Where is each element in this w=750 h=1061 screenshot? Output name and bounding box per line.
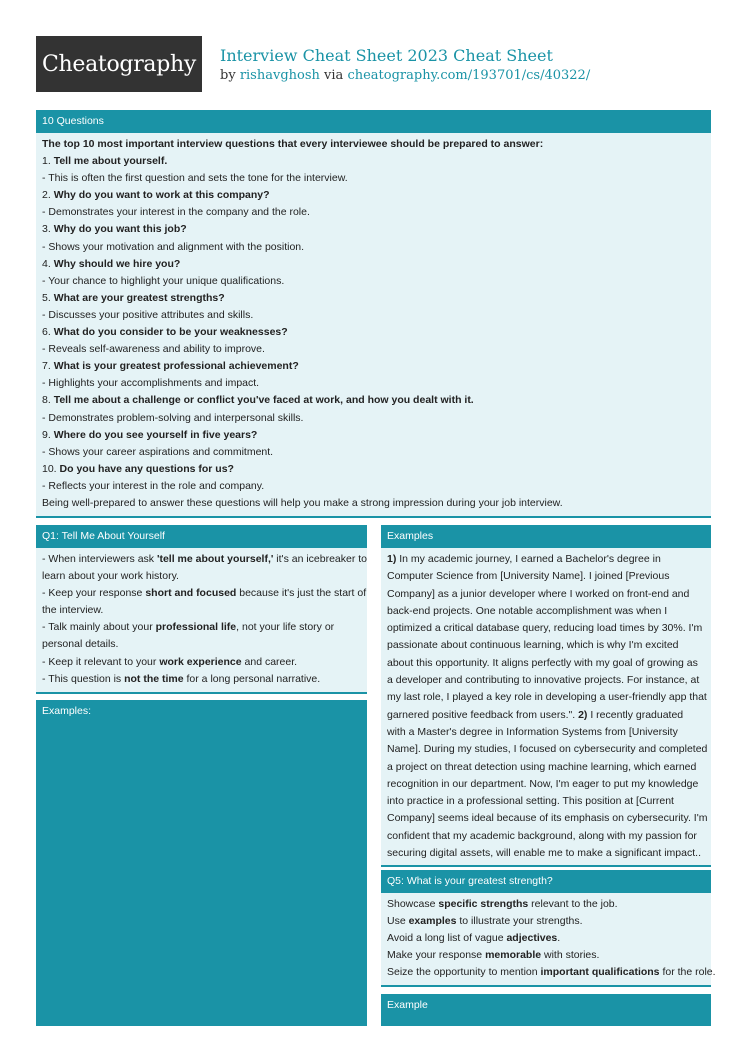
body-text: garnered positive feedback from users.". bbox=[387, 708, 579, 721]
title-block bbox=[220, 46, 590, 85]
text-line bbox=[42, 671, 361, 688]
question-text: Why do you want this job? bbox=[53, 223, 187, 236]
text-line bbox=[387, 724, 705, 741]
question-number: 8. bbox=[42, 394, 51, 407]
text-line bbox=[387, 776, 705, 793]
text-line bbox=[42, 636, 361, 653]
text-line bbox=[387, 586, 705, 603]
question-description: - Shows your career aspirations and commitment. bbox=[42, 445, 274, 458]
text-line bbox=[387, 896, 705, 913]
body-text: securing digital assets, will enable me to make a significant impact.. bbox=[387, 847, 701, 860]
text-line bbox=[387, 655, 705, 672]
section-header: Q1: Tell Me About Yourself bbox=[36, 525, 367, 548]
emphasis-text: professional life bbox=[155, 621, 237, 634]
text-line bbox=[387, 637, 705, 654]
body-text: I recently graduated bbox=[587, 708, 684, 721]
author-link[interactable]: rishavghosh bbox=[239, 68, 320, 83]
body-text: . bbox=[557, 932, 561, 945]
text-line bbox=[387, 828, 705, 845]
body-text: - Keep it relevant to your bbox=[42, 655, 160, 668]
body-text: for the role. bbox=[659, 966, 716, 979]
emphasis-text: 1) bbox=[387, 553, 397, 565]
body-text: the interview. bbox=[42, 604, 104, 617]
body-text: relevant to the job. bbox=[528, 898, 618, 910]
body-text: it's an icebreaker to bbox=[273, 553, 368, 565]
emphasis-text: important qualifications bbox=[540, 966, 660, 979]
question-item bbox=[42, 461, 705, 478]
page-title: Interview Cheat Sheet 2023 Cheat Sheet bbox=[220, 46, 553, 65]
text-line bbox=[387, 759, 705, 776]
question-number: 3. bbox=[42, 223, 51, 236]
question-text: What are your greatest strengths? bbox=[53, 291, 225, 304]
question-item bbox=[42, 358, 705, 375]
byline-via: via bbox=[324, 68, 344, 83]
body-text: Name]. During my studies, I focused on cybersecurity and completed bbox=[387, 743, 708, 756]
text-line bbox=[387, 568, 705, 585]
body-text: learn about your work history. bbox=[42, 570, 179, 583]
text-line bbox=[387, 793, 705, 810]
body-text: passionate about continuous learning, which is why I'm excited bbox=[387, 639, 679, 652]
text-line bbox=[42, 585, 367, 602]
body-text: because it's just the start of bbox=[236, 587, 367, 600]
body-text: Company] seems ideal because of its emphasis on cybersecurity. I'm bbox=[387, 812, 708, 825]
question-description: - Demonstrates your interest in the company and the role. bbox=[42, 206, 310, 219]
text-line bbox=[387, 913, 705, 930]
question-description: - Your chance to highlight your unique qualifications. bbox=[42, 274, 285, 287]
question-description: - Demonstrates problem-solving and interpersonal skills. bbox=[42, 411, 304, 424]
section-q1-tell-me-about-yourself bbox=[36, 525, 367, 694]
byline-by: by bbox=[220, 68, 236, 83]
section-header: Examples: bbox=[42, 705, 92, 717]
question-text: Tell me about yourself. bbox=[53, 155, 168, 168]
section-10-questions bbox=[36, 110, 711, 518]
body-text: confident that my academic background, along with my passion for bbox=[387, 829, 697, 842]
text-line bbox=[387, 845, 705, 862]
section-example bbox=[381, 994, 711, 1026]
byline bbox=[220, 66, 590, 85]
text-line bbox=[42, 602, 361, 619]
question-text: Tell me about a challenge or conflict you've faced at work, and how you dealt with it. bbox=[53, 394, 474, 407]
body-text: Computer Science from [University Name]. I joined [Previous bbox=[387, 570, 670, 583]
text-line bbox=[387, 672, 705, 689]
body-text: with a Master's degree in Information Systems from [University bbox=[387, 725, 678, 738]
text-line bbox=[42, 551, 368, 568]
text-line bbox=[387, 620, 705, 637]
emphasis-text: short and focused bbox=[145, 587, 237, 600]
body-text: In my academic journey, I earned a Bachelor's degree in bbox=[396, 553, 661, 565]
question-item bbox=[42, 392, 705, 409]
body-text: Seize the opportunity to mention bbox=[387, 966, 541, 979]
text-line bbox=[387, 551, 705, 568]
text-line bbox=[42, 568, 361, 585]
body-text: for a long personal narrative. bbox=[183, 672, 321, 685]
question-item bbox=[42, 324, 705, 341]
question-description: - Shows your motivation and alignment with the position. bbox=[42, 240, 305, 253]
section-examples bbox=[381, 525, 711, 867]
question-description: - Highlights your accomplishments and impact. bbox=[42, 377, 260, 390]
body-text: - When interviewers ask bbox=[42, 553, 157, 565]
question-item bbox=[42, 187, 705, 204]
question-number: 2. bbox=[42, 189, 51, 202]
question-description: - Discusses your positive attributes and skills. bbox=[42, 308, 254, 321]
section-header: Q5: What is your greatest strength? bbox=[381, 870, 711, 893]
question-text: Do you have any questions for us? bbox=[59, 462, 234, 475]
question-item bbox=[42, 256, 705, 273]
text-line bbox=[387, 603, 705, 620]
question-number: 4. bbox=[42, 257, 51, 270]
text-line bbox=[387, 741, 708, 758]
text-line bbox=[387, 689, 705, 706]
body-text: - This question is bbox=[42, 672, 125, 685]
question-item bbox=[42, 153, 705, 170]
body-text: Avoid a long list of vague bbox=[387, 932, 507, 945]
emphasis-text: adjectives bbox=[506, 932, 558, 945]
emphasis-text: 'tell me about yourself,' bbox=[156, 553, 274, 565]
text-line bbox=[387, 947, 705, 964]
question-number: 6. bbox=[42, 326, 51, 339]
sheet-url-link[interactable]: cheatography.com/193701/cs/40322/ bbox=[347, 68, 591, 83]
body-text: my last role, I played a key role in developing a user-friendly app that bbox=[387, 691, 707, 704]
question-item bbox=[42, 290, 705, 307]
section-body bbox=[36, 548, 367, 694]
question-description: - This is often the first question and sets the tone for the interview. bbox=[42, 172, 348, 185]
text-line bbox=[387, 964, 716, 981]
body-text: - Keep your response bbox=[42, 587, 146, 600]
section-header: 10 Questions bbox=[36, 110, 711, 133]
emphasis-text: examples bbox=[408, 915, 457, 928]
emphasis-text: specific strengths bbox=[438, 898, 529, 910]
question-number: 10. bbox=[42, 462, 57, 475]
question-description: - Reflects your interest in the role and company. bbox=[42, 479, 265, 492]
questions-outro: Being well-prepared to answer these questions will help you make a strong impression during your job interview. bbox=[42, 496, 563, 509]
question-text: What do you consider to be your weaknesses? bbox=[53, 326, 288, 339]
questions-intro: The top 10 most important interview questions that every interviewee should be prepared to answer: bbox=[42, 138, 544, 150]
question-text: Why do you want to work at this company? bbox=[53, 189, 270, 202]
section-body bbox=[36, 133, 711, 518]
question-item bbox=[42, 221, 705, 238]
body-text: and career. bbox=[241, 655, 298, 668]
body-text: back-end projects. One notable accomplishment was when I bbox=[387, 604, 668, 617]
body-text: recognition in our department. Now, I'm eager to put my knowledge bbox=[387, 777, 699, 790]
section-examples-colon bbox=[36, 700, 367, 1026]
body-text: optimized a critical database query, reducing load times by 30%. I'm bbox=[387, 622, 703, 635]
body-text: Use bbox=[387, 915, 409, 928]
question-description: - Reveals self-awareness and ability to improve. bbox=[42, 343, 265, 356]
text-line bbox=[387, 930, 705, 947]
emphasis-text: not the time bbox=[124, 672, 184, 685]
body-text: - Talk mainly about your bbox=[42, 621, 156, 634]
section-header: Example bbox=[387, 999, 428, 1011]
text-line bbox=[42, 619, 361, 636]
body-text: a project on threat detection using machine learning, which earned bbox=[387, 760, 697, 773]
question-text: Where do you see yourself in five years? bbox=[53, 428, 258, 441]
section-q5-greatest-strength bbox=[381, 870, 716, 987]
body-text: Make your response bbox=[387, 949, 486, 962]
body-text: with stories. bbox=[541, 949, 600, 962]
text-line bbox=[387, 707, 705, 724]
text-line bbox=[387, 810, 708, 827]
body-text: Showcase bbox=[387, 898, 439, 910]
text-line bbox=[42, 654, 361, 671]
question-text: What is your greatest professional achievement? bbox=[53, 360, 299, 373]
section-body bbox=[381, 548, 711, 867]
question-number: 9. bbox=[42, 428, 51, 441]
body-text: into practice in a professional setting. This position at [Current bbox=[387, 795, 674, 808]
question-list bbox=[42, 153, 705, 495]
body-text: to illustrate your strengths. bbox=[456, 915, 583, 928]
question-number: 1. bbox=[42, 155, 51, 168]
emphasis-text: memorable bbox=[485, 949, 542, 962]
emphasis-text: work experience bbox=[159, 655, 242, 668]
question-number: 7. bbox=[42, 360, 51, 373]
body-text: about this opportunity. It aligns perfectly with my goal of growing as bbox=[387, 656, 698, 669]
body-text: personal details. bbox=[42, 638, 119, 651]
question-number: 5. bbox=[42, 291, 51, 304]
body-text: Company] as a junior developer where I worked on front-end and bbox=[387, 587, 690, 600]
emphasis-text: 2) bbox=[578, 708, 588, 721]
body-text: , not your life story or bbox=[236, 621, 335, 634]
question-text: Why should we hire you? bbox=[53, 257, 181, 270]
body-text: a developer and contributing to innovative projects. For instance, at bbox=[387, 674, 700, 687]
cheatography-logo[interactable]: Cheatography bbox=[36, 36, 202, 92]
question-item bbox=[42, 427, 705, 444]
section-body bbox=[381, 893, 716, 987]
section-header: Examples bbox=[381, 525, 711, 548]
